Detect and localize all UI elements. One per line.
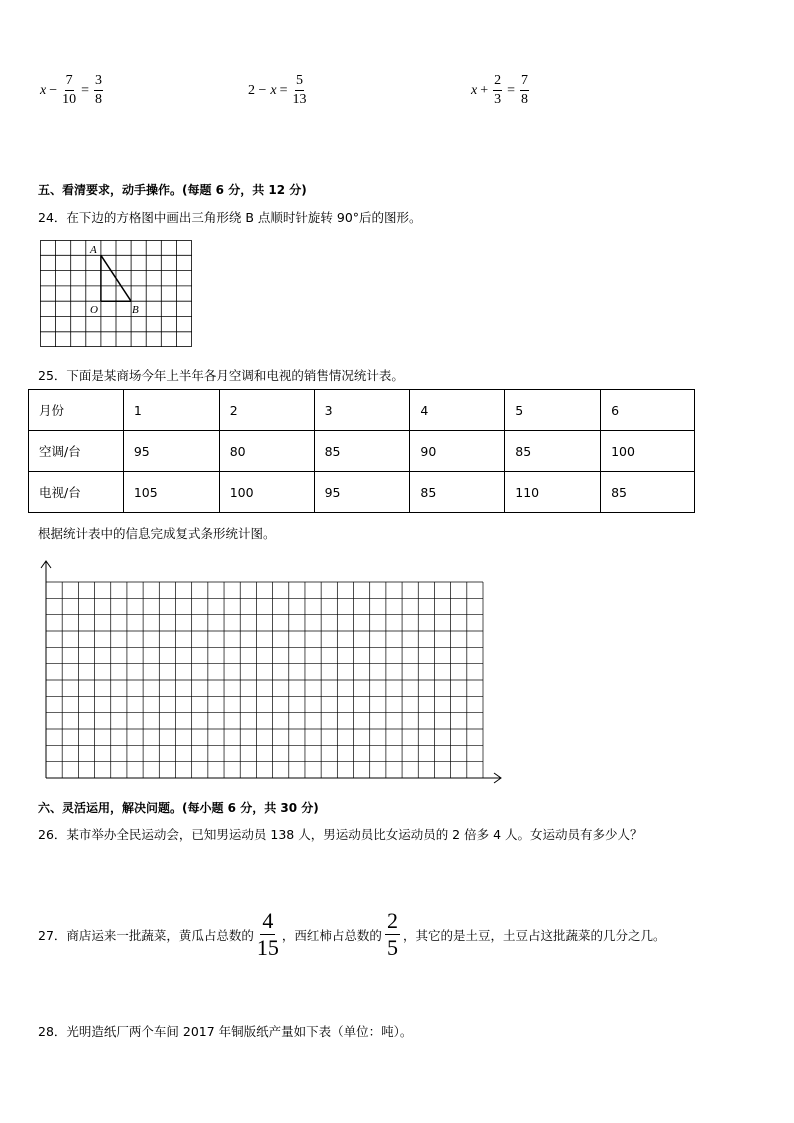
eq2-num2: 5 bbox=[295, 74, 304, 91]
table-cell: 1 bbox=[123, 390, 219, 431]
eq3-frac-right bbox=[520, 74, 529, 107]
eq2-var: x bbox=[270, 82, 277, 98]
question-24: 24．在下边的方格图中画出三角形绕 B 点顺时针旋转 90°后的图形。 bbox=[38, 210, 422, 225]
eq2-lhs: 2 − bbox=[248, 82, 267, 98]
table-cell: 110 bbox=[505, 472, 601, 513]
eq1-num2: 3 bbox=[94, 74, 103, 91]
row-header: 电视/台 bbox=[29, 472, 124, 513]
table-cell: 6 bbox=[601, 390, 695, 431]
table-row-tv bbox=[29, 472, 695, 513]
eq3-num1: 2 bbox=[493, 74, 502, 91]
question-26: 26．某市举办全民运动会，已知男运动员 138 人，男运动员比女运动员的 2 倍多 4 人。女运动员有多少人？ bbox=[38, 827, 643, 842]
eq2-den2: 13 bbox=[292, 92, 307, 107]
table-cell: 5 bbox=[505, 390, 601, 431]
question-25: 25．下面是某商场今年上半年各月空调和电视的销售情况统计表。 bbox=[38, 368, 404, 383]
q27-part1: 27．商店运来一批蔬菜，黄瓜占总数的 bbox=[38, 927, 254, 943]
q27-frac2-num: 2 bbox=[386, 908, 398, 933]
chart-axes bbox=[41, 561, 501, 783]
label-o: O bbox=[90, 304, 98, 316]
table-cell: 2 bbox=[219, 390, 314, 431]
table-cell: 80 bbox=[219, 431, 314, 472]
row-header: 空调/台 bbox=[29, 431, 124, 472]
eq2-frac-right bbox=[293, 74, 307, 107]
table-row-month bbox=[29, 390, 695, 431]
q27-fraction-tomato bbox=[385, 910, 400, 959]
q27-frac1-den: 15 bbox=[256, 935, 279, 960]
equation-3 bbox=[471, 74, 531, 107]
eq3-num2: 7 bbox=[520, 74, 529, 91]
eq1-op: − bbox=[49, 82, 58, 98]
table-cell: 100 bbox=[601, 431, 695, 472]
q27-part2: ，西红柿占总数的 bbox=[281, 927, 382, 943]
label-b: B bbox=[132, 304, 139, 316]
eq2-equals: = bbox=[279, 82, 288, 98]
eq1-den1: 10 bbox=[62, 92, 77, 107]
eq1-frac-left bbox=[62, 74, 76, 107]
eq3-frac-left bbox=[493, 74, 502, 107]
eq3-den2: 8 bbox=[521, 92, 529, 107]
question-27 bbox=[38, 910, 665, 959]
section-6-title: 六、灵活运用，解决问题。(每小题 6 分，共 30 分) bbox=[38, 801, 319, 815]
q27-frac2-den: 5 bbox=[386, 935, 398, 960]
table-cell: 105 bbox=[123, 472, 219, 513]
table-cell: 4 bbox=[410, 390, 505, 431]
eq1-num1: 7 bbox=[65, 74, 74, 91]
eq3-den1: 3 bbox=[494, 92, 502, 107]
table-cell: 95 bbox=[123, 431, 219, 472]
table-cell: 90 bbox=[410, 431, 505, 472]
sales-table bbox=[28, 389, 695, 513]
q27-frac1-num: 4 bbox=[262, 908, 274, 933]
q27-part3: ，其它的是土豆，土豆占这批蔬菜的几分之几。 bbox=[402, 927, 666, 943]
eq3-equals: = bbox=[507, 82, 516, 98]
table-cell: 95 bbox=[314, 472, 410, 513]
question-28: 28．光明造纸厂两个车间 2017 年铜版纸产量如下表（单位：吨）。 bbox=[38, 1024, 413, 1039]
table-cell: 85 bbox=[314, 431, 410, 472]
row-header: 月份 bbox=[29, 390, 124, 431]
eq3-var: x bbox=[471, 82, 478, 98]
rotation-grid bbox=[40, 240, 193, 348]
chart-instruction: 根据统计表中的信息完成复式条形统计图。 bbox=[38, 526, 276, 541]
equation-1 bbox=[40, 74, 105, 107]
equation-2 bbox=[248, 74, 309, 107]
q27-fraction-cucumber bbox=[257, 910, 279, 959]
section-5-title: 五、看清要求，动手操作。(每题 6 分，共 12 分) bbox=[38, 183, 307, 197]
table-cell: 3 bbox=[314, 390, 410, 431]
label-a: A bbox=[90, 244, 97, 256]
table-row-ac bbox=[29, 431, 695, 472]
table-cell: 85 bbox=[410, 472, 505, 513]
eq1-var: x bbox=[40, 82, 47, 98]
table-cell: 85 bbox=[505, 431, 601, 472]
eq1-frac-right bbox=[94, 74, 103, 107]
table-cell: 85 bbox=[601, 472, 695, 513]
eq1-equals: = bbox=[81, 82, 90, 98]
eq3-op: + bbox=[480, 82, 489, 98]
blank-bar-chart-grid bbox=[36, 558, 506, 786]
table-cell: 100 bbox=[219, 472, 314, 513]
eq1-den2: 8 bbox=[95, 92, 103, 107]
